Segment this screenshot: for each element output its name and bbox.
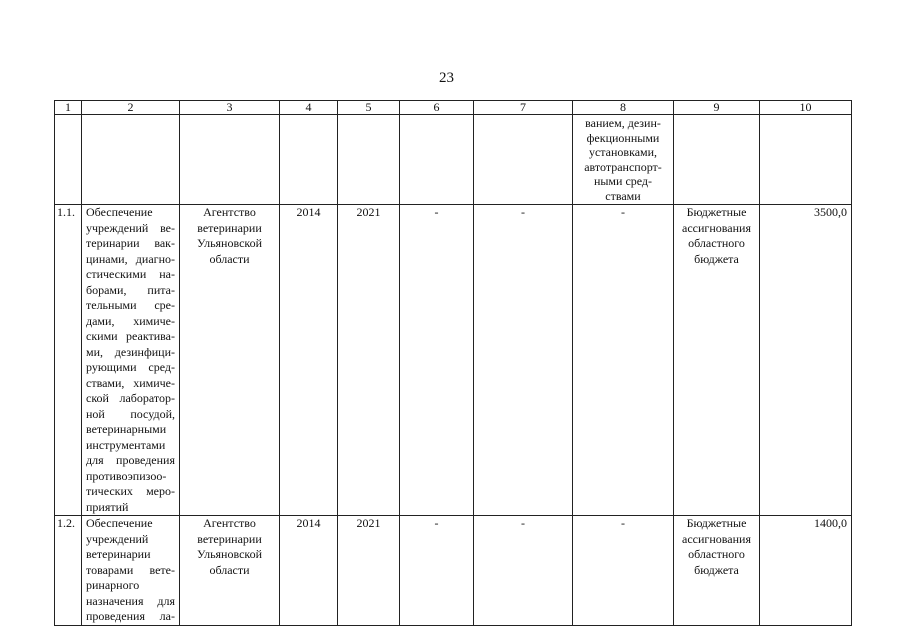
- table-row: [55, 205, 852, 516]
- cell-line: Обеспечение: [86, 205, 153, 219]
- funding-source-cell: [674, 205, 760, 516]
- cell-line: ассигнования: [682, 531, 751, 546]
- column-header: 5: [338, 101, 400, 115]
- col8-cell: -: [573, 516, 674, 626]
- cell-line: ванием, дезин-: [585, 116, 661, 130]
- col6-cell: -: [400, 205, 474, 516]
- table-cell: [474, 115, 573, 205]
- col7-cell: -: [474, 516, 573, 626]
- column-header: 1: [55, 101, 82, 115]
- cell-line: ветеринарии: [197, 531, 262, 546]
- cell-line: ской лаборатор-: [86, 391, 175, 405]
- cell-line: тельными сре-: [86, 298, 175, 312]
- cell-line: противоэпизоо-: [86, 468, 167, 483]
- cell-line: тических меро-: [86, 484, 175, 498]
- cell-line: ветеринарными: [86, 422, 167, 436]
- cell-line: Обеспечение: [86, 516, 153, 530]
- cell-line: Агентство: [203, 516, 256, 530]
- row-number: 1.1.: [55, 205, 82, 516]
- cell-line: проведения ла-: [86, 609, 175, 623]
- table-cell: [674, 115, 760, 205]
- cell-line: бюджета: [694, 251, 739, 266]
- column-header: 10: [760, 101, 852, 115]
- program-table: [54, 100, 852, 626]
- table-cell: [280, 115, 338, 205]
- cell-line: областного: [688, 547, 745, 561]
- table-cell: [82, 115, 180, 205]
- cell-line: дами, химиче-: [86, 313, 175, 328]
- column-header: 3: [180, 101, 280, 115]
- cell-line: учреждений: [86, 531, 149, 546]
- measure-name-cell: [82, 516, 180, 626]
- executor-cell: [180, 205, 280, 516]
- cell-line: ми, дезинфици-: [86, 344, 175, 359]
- col7-cell: -: [474, 205, 573, 516]
- cell-line: учреждений ве-: [86, 220, 175, 235]
- cell-line: скими реактива-: [86, 329, 175, 343]
- cell-line: фекционными: [586, 130, 660, 145]
- cell-line: Агентство: [203, 205, 256, 219]
- cell-line: для проведения: [86, 453, 175, 467]
- continued-text-cell: [573, 115, 674, 205]
- cell-line: Бюджетные: [686, 516, 747, 530]
- column-header: 4: [280, 101, 338, 115]
- table-cell: [338, 115, 400, 205]
- cell-line: цинами, диагно-: [86, 251, 175, 266]
- cell-line: теринарии вак-: [86, 236, 175, 250]
- cell-line: установками,: [588, 145, 658, 159]
- cell-line: автотранспорт-: [584, 159, 662, 174]
- cell-line: области: [209, 562, 250, 577]
- cell-line: Ульяновской: [196, 236, 263, 250]
- column-number-row: [55, 101, 852, 115]
- cell-line: ассигнования: [682, 220, 751, 235]
- cell-line: областного: [688, 236, 745, 250]
- funding-source-cell: [674, 516, 760, 626]
- amount-cell: 3500,0: [760, 205, 852, 516]
- cell-line: бюджета: [694, 562, 739, 577]
- cell-line: инструментами: [86, 437, 166, 452]
- year-end-cell: 2021: [338, 205, 400, 516]
- table-cell: [400, 115, 474, 205]
- year-start-cell: 2014: [280, 205, 338, 516]
- measure-name-cell: [82, 205, 180, 516]
- year-end-cell: 2021: [338, 516, 400, 626]
- column-header: 2: [82, 101, 180, 115]
- cell-line: области: [209, 251, 250, 266]
- cell-line: товарами вете-: [86, 562, 175, 577]
- cell-line: ветеринарии: [86, 547, 151, 561]
- cell-line: стическими на-: [86, 267, 175, 281]
- table-row: [55, 516, 852, 626]
- cell-line: борами, пита-: [86, 282, 175, 297]
- year-start-cell: 2014: [280, 516, 338, 626]
- col6-cell: -: [400, 516, 474, 626]
- executor-cell: [180, 516, 280, 626]
- table-cell: [55, 115, 82, 205]
- cell-line: ствами: [605, 188, 641, 203]
- cell-line: Ульяновской: [196, 547, 263, 561]
- cell-line: рующими сред-: [86, 360, 175, 374]
- column-header: 9: [674, 101, 760, 115]
- row-number: 1.2.: [55, 516, 82, 626]
- column-header: 6: [400, 101, 474, 115]
- table-cell: [760, 115, 852, 205]
- cell-line: ными сред-: [593, 174, 653, 188]
- col8-cell: -: [573, 205, 674, 516]
- cell-line: назначения для: [86, 593, 175, 608]
- cell-line: ветеринарии: [197, 220, 262, 235]
- page-number: 23: [439, 70, 454, 86]
- column-header: 7: [474, 101, 573, 115]
- cell-line: Бюджетные: [686, 205, 747, 219]
- column-header: 8: [573, 101, 674, 115]
- table-cell: [180, 115, 280, 205]
- cell-line: ствами, химиче-: [86, 375, 175, 390]
- cell-line: ной посудой,: [86, 406, 175, 421]
- continuation-row: [55, 115, 852, 205]
- cell-line: приятий: [86, 499, 129, 514]
- cell-line: ринарного: [86, 578, 140, 592]
- amount-cell: 1400,0: [760, 516, 852, 626]
